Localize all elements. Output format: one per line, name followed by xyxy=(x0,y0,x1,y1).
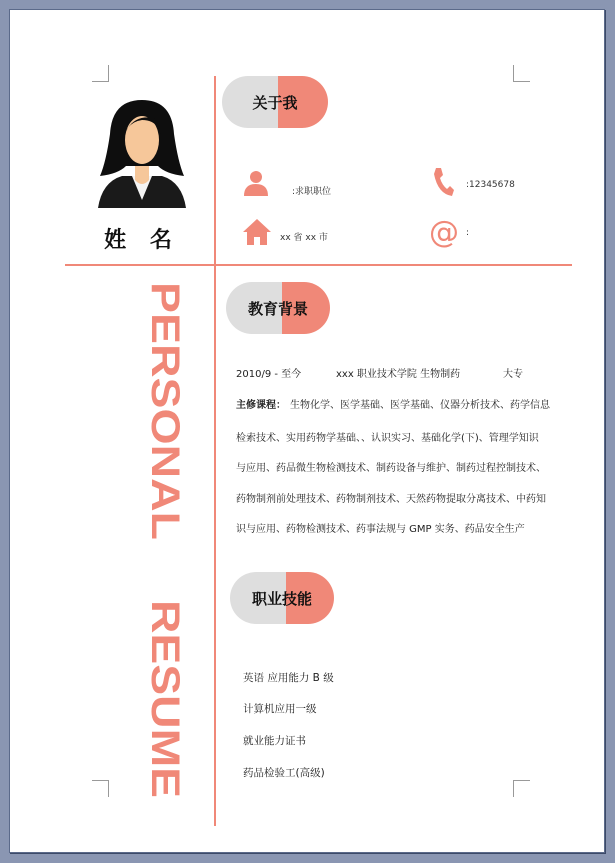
courses-line-5: 识与应用、药物检测技术、药事法规与 GMP 实务、药品安全生产 xyxy=(236,524,525,535)
courses-label: 主修课程： xyxy=(236,400,286,411)
crop-mark-bottom-left xyxy=(92,780,109,797)
location-field: xx 省 xx 市 xyxy=(280,233,328,243)
home-icon xyxy=(242,218,272,246)
education-title: 教育背景 xyxy=(247,299,308,318)
person-icon xyxy=(242,170,270,196)
skills-title: 职业技能 xyxy=(251,589,312,608)
education-period: 2010/9 - 至今 xyxy=(236,369,302,380)
courses-line-1: 生物化学、医学基础、医学基础、仪器分析技术、药学信息 xyxy=(290,400,550,411)
job-field: :求职职位 xyxy=(292,187,332,197)
skill-item: 药品检验工(高级) xyxy=(243,767,325,779)
about-heading xyxy=(222,76,328,128)
courses-line-2: 检索技术、实用药物学基础、、认识实习、基础化学(下)、管理学知识 xyxy=(236,433,539,444)
courses-line-4: 药物制剂前处理技术、药物制剂技术、天然药物提取分离技术、中药知 xyxy=(236,494,546,505)
vertical-personal: PERSONAL xyxy=(143,282,187,505)
crop-mark-bottom-right xyxy=(513,780,530,797)
crop-mark-top-left xyxy=(92,65,109,82)
vertical-resume: RESUME xyxy=(143,600,187,772)
phone-field: :12345678 xyxy=(466,180,515,190)
vertical-title xyxy=(140,282,200,802)
skill-item: 计算机应用一级 xyxy=(243,703,317,715)
horizontal-divider xyxy=(65,264,572,266)
skills-heading xyxy=(230,572,334,624)
email-icon xyxy=(428,216,460,248)
phone-icon xyxy=(432,166,454,198)
svg-text:@: @ xyxy=(429,216,459,248)
education-heading xyxy=(226,282,330,334)
skill-item: 就业能力证书 xyxy=(243,735,306,747)
education-degree: 大专 xyxy=(503,369,523,380)
crop-mark-top-right xyxy=(513,65,530,82)
name-label: 姓 名 xyxy=(104,228,180,253)
skill-item: 英语 应用能力 B 级 xyxy=(243,672,334,684)
about-title: 关于我 xyxy=(252,93,298,112)
avatar xyxy=(88,96,196,208)
email-field: : xyxy=(466,228,470,238)
resume-page xyxy=(9,9,605,853)
education-school: xxx 职业技术学院 生物制药 xyxy=(336,369,461,380)
vertical-divider xyxy=(214,76,216,826)
courses-line-3: 与应用、药品微生物检测技术、制药设备与维护、制药过程控制技术、 xyxy=(236,463,546,474)
